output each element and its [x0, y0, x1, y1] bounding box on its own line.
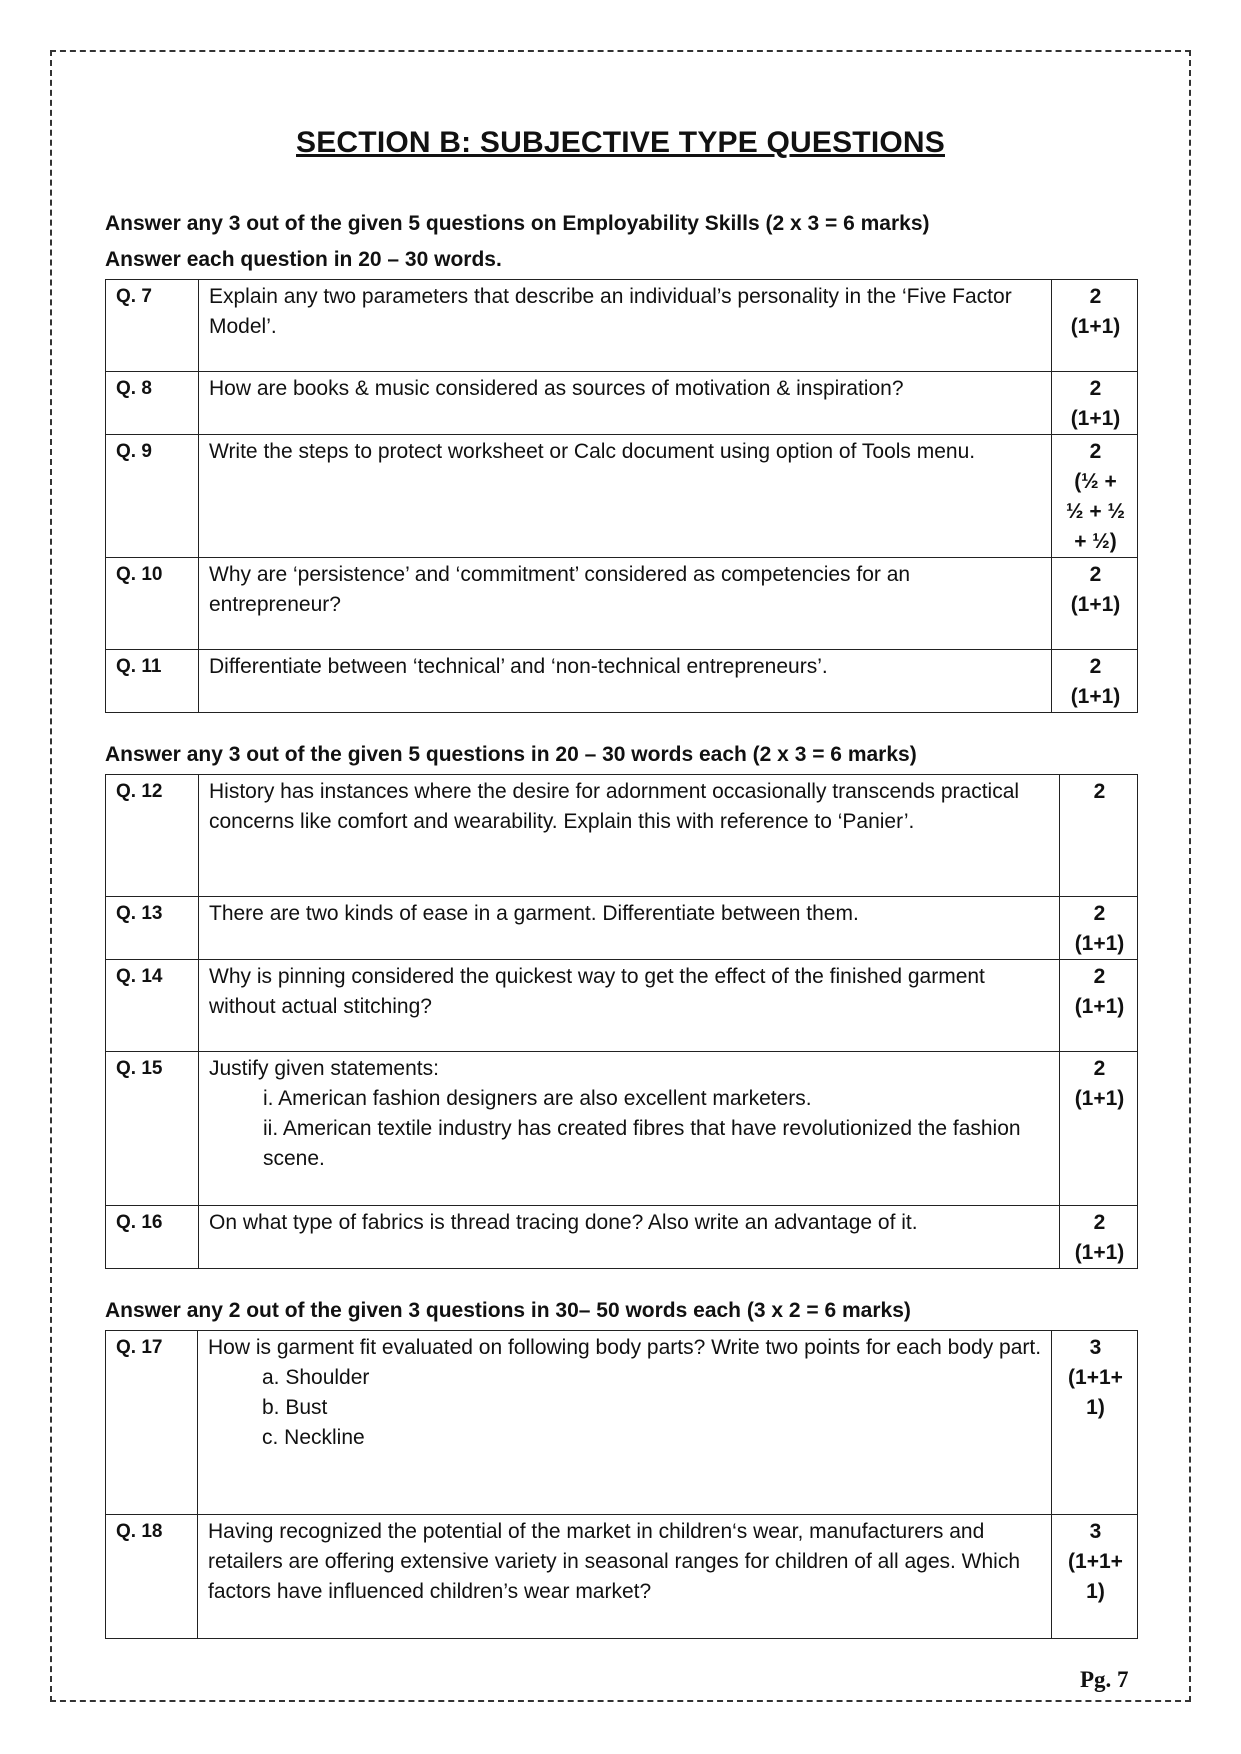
sub-item: c. Neckline — [262, 1426, 365, 1449]
question-marks: 2 (1+1) — [1052, 650, 1138, 713]
question-marks: 2 (1+1) — [1060, 1052, 1138, 1206]
question-marks: 2 (½ + ½ + ½ + ½) — [1052, 435, 1138, 558]
question-text: Differentiate between ‘technical’ and ‘non-technical entrepreneurs’. — [199, 650, 1052, 713]
question-number: Q. 18 — [106, 1515, 198, 1639]
question-marks: 2 (1+1) — [1060, 897, 1138, 960]
question-text: How are books & music considered as sources of motivation & inspiration? — [199, 372, 1052, 435]
question-marks: 2 — [1060, 775, 1138, 897]
question-row — [106, 775, 1138, 897]
question-text: How is garment fit evaluated on following body parts? Write two points for each body part. a. Shoulder b. Bust c. Neckline — [198, 1331, 1052, 1515]
question-text: Why are ‘persistence’ and ‘commitment’ considered as competencies for an entrepreneur? — [199, 558, 1052, 650]
question-row — [106, 960, 1138, 1052]
question-text: Having recognized the potential of the market in children‘s wear, manufacturers and retailers are offering extensive variety in seasonal ranges for children of all ages. Which factors have influenced children’s wear market? — [198, 1515, 1052, 1639]
question-text: Write the steps to protect worksheet or Calc document using option of Tools menu. — [199, 435, 1052, 558]
question-marks: 2 (1+1) — [1060, 960, 1138, 1052]
question-row — [106, 897, 1138, 960]
sub-statement: i. American fashion designers are also excellent marketers. — [263, 1087, 812, 1110]
question-number: Q. 10 — [106, 558, 199, 650]
question-number: Q. 14 — [106, 960, 199, 1052]
group2-instruction: Answer any 3 out of the given 5 questions in 20 – 30 words each (2 x 3 = 6 marks) — [105, 743, 917, 766]
sub-item: a. Shoulder — [262, 1366, 370, 1389]
question-marks: 3 (1+1+ 1) — [1052, 1515, 1138, 1639]
group1-instruction-2: Answer each question in 20 – 30 words. — [105, 248, 502, 271]
question-number: Q. 15 — [106, 1052, 199, 1206]
question-number: Q. 17 — [106, 1331, 198, 1515]
question-row — [106, 1052, 1138, 1206]
question-marks: 2 (1+1) — [1052, 558, 1138, 650]
question-marks: 2 (1+1) — [1052, 280, 1138, 372]
section-title: SECTION B: SUBJECTIVE TYPE QUESTIONS — [296, 126, 945, 159]
question-row — [106, 558, 1138, 650]
sub-statement: ii. American textile industry has created fibres that have revolutionized the fashion scene. — [263, 1117, 1021, 1170]
question-number: Q. 11 — [106, 650, 199, 713]
question-row — [106, 372, 1138, 435]
question-text: Why is pinning considered the quickest way to get the effect of the finished garment without actual stitching? — [199, 960, 1060, 1052]
question-row — [106, 1331, 1138, 1515]
sub-item: b. Bust — [262, 1396, 328, 1419]
question-text: There are two kinds of ease in a garment. Differentiate between them. — [199, 897, 1060, 960]
page-number: Pg. 7 — [1080, 1667, 1129, 1692]
group1-instruction-1: Answer any 3 out of the given 5 questions on Employability Skills (2 x 3 = 6 marks) — [105, 212, 930, 235]
question-text: Explain any two parameters that describe an individual’s personality in the ‘Five Factor Model’. — [199, 280, 1052, 372]
question-row — [106, 435, 1138, 558]
group1-question-table — [105, 279, 1138, 713]
question-number: Q. 13 — [106, 897, 199, 960]
question-marks: 2 (1+1) — [1060, 1206, 1138, 1269]
question-text: Justify given statements: i. American fashion designers are also excellent marketers. ii. American textile industry has created fibres that have revolutionized the fashion scene. — [199, 1052, 1060, 1206]
question-text: On what type of fabrics is thread tracing done? Also write an advantage of it. — [199, 1206, 1060, 1269]
question-number: Q. 9 — [106, 435, 199, 558]
question-number: Q. 7 — [106, 280, 199, 372]
group2-question-table — [105, 774, 1138, 1269]
group3-instruction: Answer any 2 out of the given 3 questions in 30– 50 words each (3 x 2 = 6 marks) — [105, 1299, 911, 1322]
question-number: Q. 12 — [106, 775, 199, 897]
question-row — [106, 650, 1138, 713]
question-row — [106, 1206, 1138, 1269]
question-row — [106, 280, 1138, 372]
question-row — [106, 1515, 1138, 1639]
group3-question-table — [105, 1330, 1138, 1639]
question-marks: 2 (1+1) — [1052, 372, 1138, 435]
question-text: History has instances where the desire for adornment occasionally transcends practical concerns like comfort and wearability. Explain this with reference to ‘Panier’. — [199, 775, 1060, 897]
question-number: Q. 16 — [106, 1206, 199, 1269]
question-number: Q. 8 — [106, 372, 199, 435]
question-marks: 3 (1+1+ 1) — [1052, 1331, 1138, 1515]
